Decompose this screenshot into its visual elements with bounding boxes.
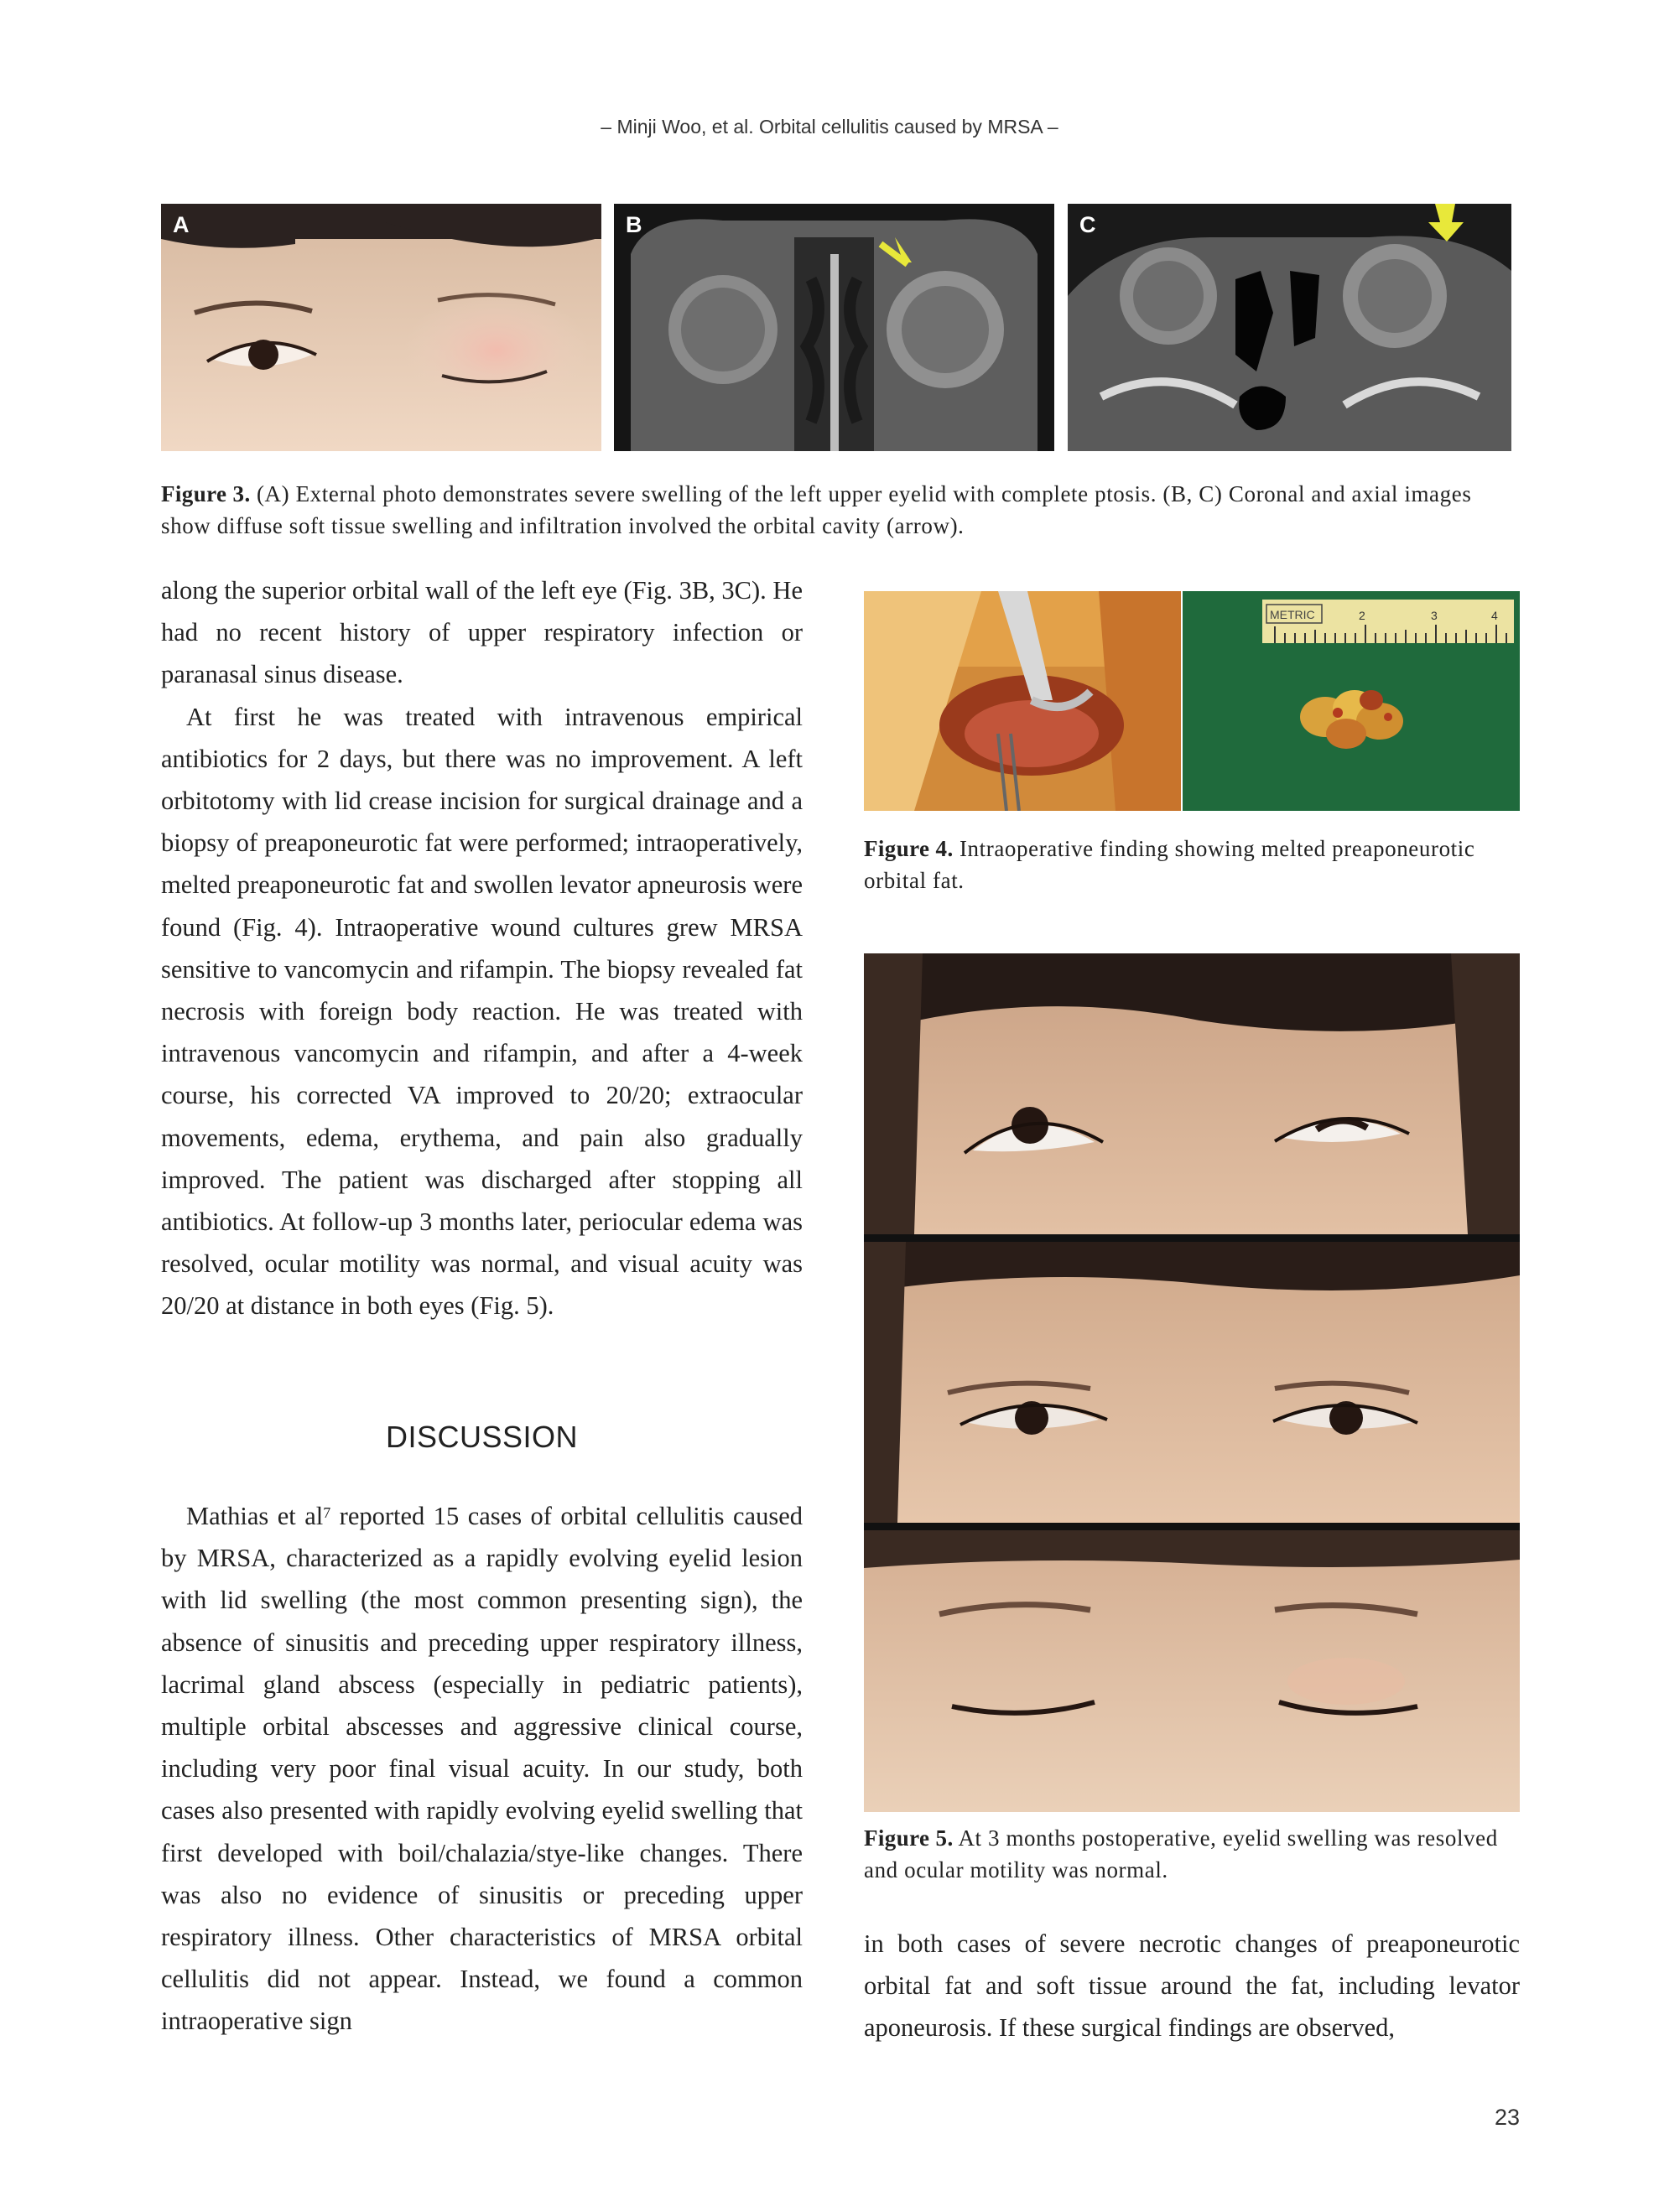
figure-5-caption [864,1822,1520,1886]
figure-3-panel-c-axial-ct [1068,204,1511,451]
figure-3 [161,204,1511,451]
paragraph-3-rest: reported 15 cases of orbital cellulitis caused by MRSA, characterized as a rapidly evolving eyelid lesion with lid swelling (the most common presenting sign), the absence of sinusitis and preceding upper respiratory illness, lacrimal gland abscess (especially in pediatric patients), multiple orbital abscesses and aggressive clinical course, including very poor final visual acuity. In our study, both cases also presented with rapidly evolving eyelid swelling that first developed with boil/chalazia/stye-like changes. There was also no evidence of sinusitis or preceding upper respiratory illness. Other characteristics of MRSA orbital cellulitis did not appear. Instead, we found a common intraoperative sign [161,1502,803,2036]
figure-5-photo-closed-eyes [864,1530,1520,1812]
figure-5-caption-label: Figure 5. [864,1825,954,1851]
left-discussion-column [161,1495,803,2043]
figure-5 [864,953,1520,1812]
ruler-number-2: 2 [1359,609,1365,622]
figure-5-caption-text: At 3 months postoperative, eyelid swelling was resolved and ocular motility was normal. [864,1825,1498,1882]
paragraph-3-start: Mathias et al [186,1502,324,1530]
ruler-label: METRIC [1270,608,1315,621]
figure-5-photo-primary-gaze [864,1242,1520,1523]
left-paragraph-2: At first he was treated with intravenous empirical antibiotics for 2 days, but there was no improvement. A left orbitotomy with lid crease incision for surgical drainage and a biopsy of preaponeurotic fat were performed; intraoperatively, melted preaponeurotic fat and swollen levator apneurosis were found (Fig. 4). Intraoperative wound cultures grew MRSA sensitive to vancomycin and rifampin. The biopsy revealed fat necrosis with foreign body reaction. He was treated with intravenous vancomycin and rifampin, and after a 4-week course, his corrected VA improved to 20/20; extraocular movements, edema, erythema, and pain also gradually improved. The patient was discharged after stopping all antibiotics. At follow-up 3 months later, periocular edema was resolved, ocular motility was normal, and visual acuity was 20/20 at distance in both eyes (Fig. 5). [161,702,803,1321]
discussion-heading: DISCUSSION [385,1420,579,1454]
left-paragraph-3 [161,1495,803,2043]
figure-4-caption-text: Intraoperative finding showing melted preaponeurotic orbital fat. [864,836,1475,893]
figure-3-caption [161,478,1511,542]
figure-3-panel-a-letter: A [173,212,190,237]
ruler-number-3: 3 [1431,609,1438,622]
figure-3-caption-text: (A) External photo demonstrates severe swelling of the left upper eyelid with complete ptosis. (B, C) Coronal and axial images show diffuse soft tissue swelling and infiltration involved the orbital cavity (arrow). [161,481,1472,538]
right-column [864,1923,1520,2049]
right-paragraph: in both cases of severe necrotic changes of preaponeurotic orbital fat and soft tissue around the fat, including levator aponeurosis. If these surgical findings are observed, [864,1929,1520,2043]
figure-4-caption [864,833,1520,896]
figure-3-caption-label: Figure 3. [161,481,251,506]
figure-5-photo-upgaze [864,953,1520,1234]
figure-3-panel-b-coronal-ct [614,204,1054,451]
figure-4-caption-label: Figure 4. [864,836,954,861]
figure-4-panel-surgery-photo [864,591,1181,811]
reference-7: 7 [323,1504,331,1521]
figure-3-panel-b-letter: B [626,212,642,237]
figure-3-panel-a-photo [161,204,601,451]
left-paragraph-1: along the superior orbital wall of the left eye (Fig. 3B, 3C). He had no recent history of upper respiratory infection or paranasal sinus disease. [161,576,803,689]
figure-3-panel-c-letter: C [1079,212,1096,237]
figure-4 [864,591,1520,811]
ruler-number-4: 4 [1491,609,1498,622]
figure-4-panel-specimen-photo [1183,591,1520,811]
page-number: 23 [1494,2105,1520,2130]
running-header: – Minji Woo, et al. Orbital cellulitis caused by MRSA – [601,116,1058,138]
left-column [161,569,803,1327]
